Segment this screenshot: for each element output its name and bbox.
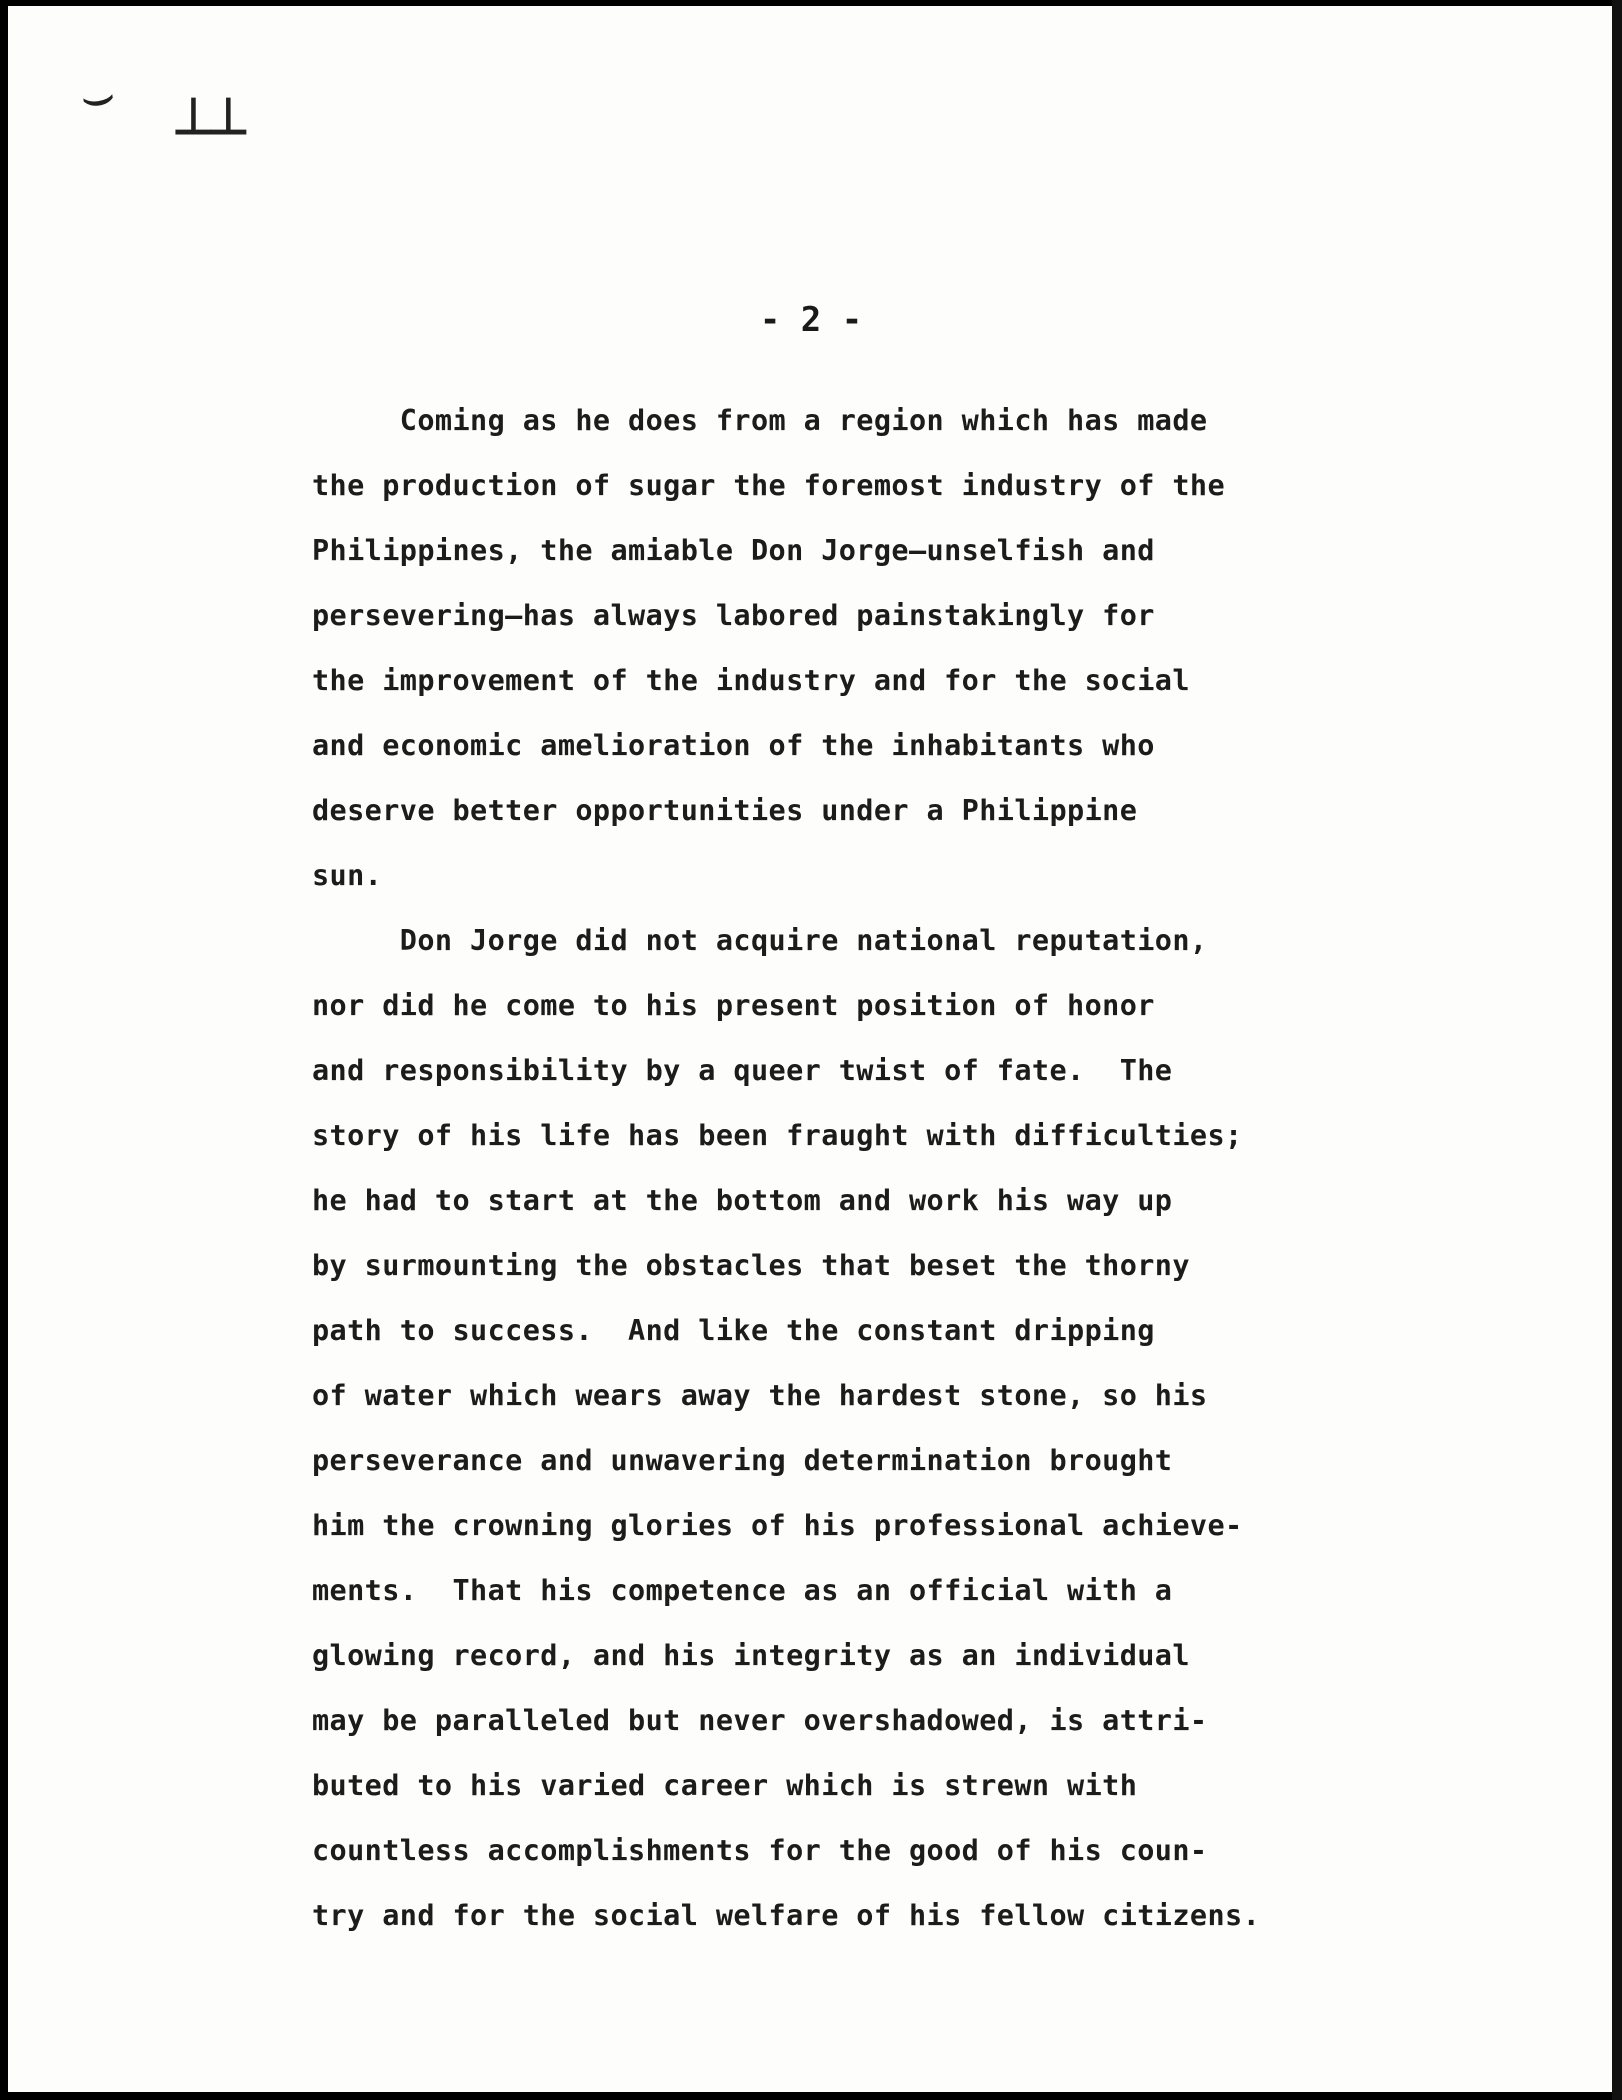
text-line: the improvement of the industry and for the social xyxy=(312,664,1190,697)
text-line: by surmounting the obstacles that beset the thorny xyxy=(312,1249,1190,1282)
paragraph-2 xyxy=(312,908,1422,1948)
body-text xyxy=(312,388,1422,1948)
page-number: - 2 - xyxy=(759,300,863,340)
text-line: ments. That his competence as an official with a xyxy=(312,1574,1173,1607)
text-line: of water which wears away the hardest stone, so his xyxy=(312,1379,1208,1412)
handwritten-initials: ┴┴ xyxy=(176,98,246,166)
text-line: deserve better opportunities under a Philippine xyxy=(312,794,1138,827)
text-line: nor did he come to his present position of honor xyxy=(312,989,1155,1022)
text-line: he had to start at the bottom and work his way up xyxy=(312,1184,1173,1217)
text-line: the production of sugar the foremost industry of the xyxy=(312,469,1226,502)
text-line: buted to his varied career which is strewn with xyxy=(312,1769,1138,1802)
text-line: path to success. And like the constant dripping xyxy=(312,1314,1155,1347)
text-line: sun. xyxy=(312,859,383,892)
text-line: Don Jorge did not acquire national reputation, xyxy=(312,924,1208,957)
text-line: try and for the social welfare of his fellow citizens. xyxy=(312,1899,1261,1932)
text-line: perseverance and unwavering determination brought xyxy=(312,1444,1173,1477)
text-line: persevering—has always labored painstakingly for xyxy=(312,599,1155,632)
handwritten-mark: ⌣ xyxy=(75,61,120,130)
paragraph-1 xyxy=(312,388,1422,908)
text-line: and economic amelioration of the inhabitants who xyxy=(312,729,1155,762)
text-line: him the crowning glories of his professional achieve- xyxy=(312,1509,1243,1542)
text-line: and responsibility by a queer twist of fate. The xyxy=(312,1054,1173,1087)
text-line: countless accomplishments for the good of his coun- xyxy=(312,1834,1208,1867)
text-line: Philippines, the amiable Don Jorge—unselfish and xyxy=(312,534,1155,567)
text-line: may be paralleled but never overshadowed, is attri- xyxy=(312,1704,1208,1737)
text-line: Coming as he does from a region which has made xyxy=(312,404,1208,437)
text-line: story of his life has been fraught with difficulties; xyxy=(312,1119,1243,1152)
text-line: glowing record, and his integrity as an individual xyxy=(312,1639,1190,1672)
